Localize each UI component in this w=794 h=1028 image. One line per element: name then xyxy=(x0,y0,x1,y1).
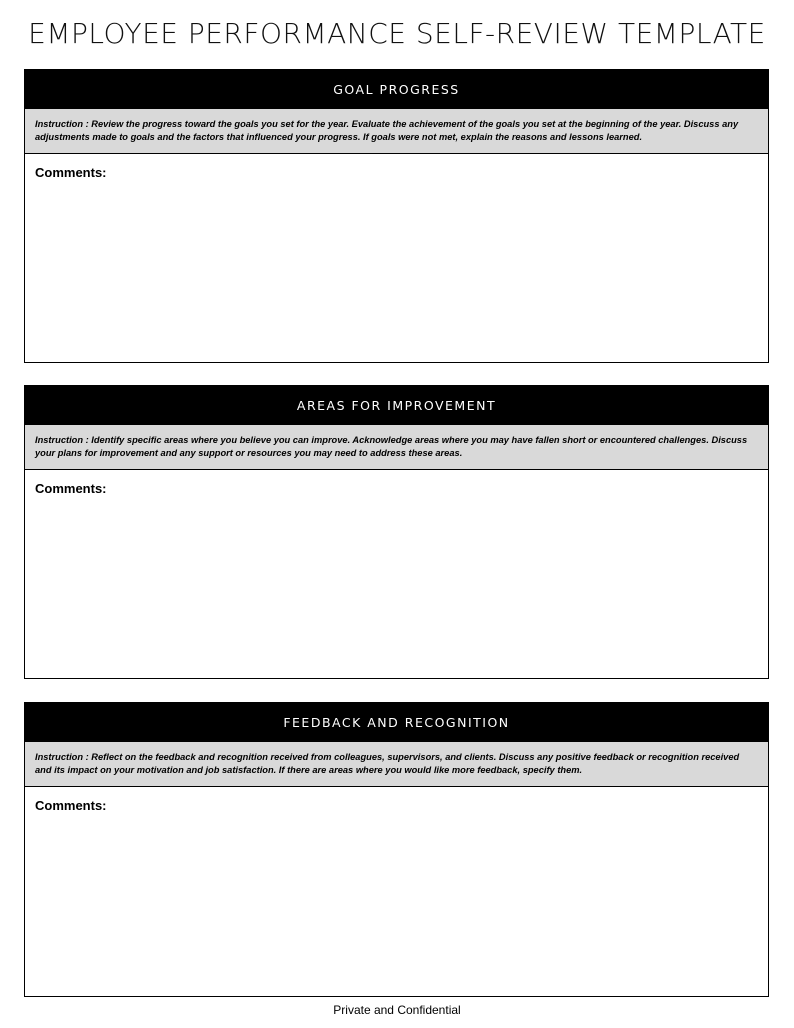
section-heading: FEEDBACK AND RECOGNITION xyxy=(25,703,768,741)
footer-confidential: Private and Confidential xyxy=(333,1003,461,1017)
page-title: EMPLOYEE PERFORMANCE SELF-REVIEW TEMPLATE xyxy=(28,17,766,50)
section-instruction: Instruction : Review the progress toward the goals you set for the year. Evaluate the achievement of the goals you set at the beginning of the year. Discuss any adjustments made to goals and the factors that influenced your progress. If goals were not met, explain the reasons and lessons learned. xyxy=(25,108,768,154)
section-heading: AREAS FOR IMPROVEMENT xyxy=(25,386,768,424)
section-instruction: Instruction : Identify specific areas where you believe you can improve. Acknowledge areas where you may have fallen short or encountered challenges. Discuss your plans for improvement and any support or resources you may need to address these areas. xyxy=(25,424,768,470)
section-feedback-and-recognition xyxy=(24,702,769,997)
section-goal-progress xyxy=(24,69,769,363)
section-heading: GOAL PROGRESS xyxy=(25,70,768,108)
section-areas-for-improvement xyxy=(24,385,769,679)
comments-label: Comments: xyxy=(35,798,107,813)
section-instruction: Instruction : Reflect on the feedback and recognition received from colleagues, supervisors, and clients. Discuss any positive feedback or recognition received and its impact on your motivation and job satisfaction. If there are areas where you would like more feedback, specify them. xyxy=(25,741,768,787)
comments-label: Comments: xyxy=(35,481,107,496)
comments-label: Comments: xyxy=(35,165,107,180)
